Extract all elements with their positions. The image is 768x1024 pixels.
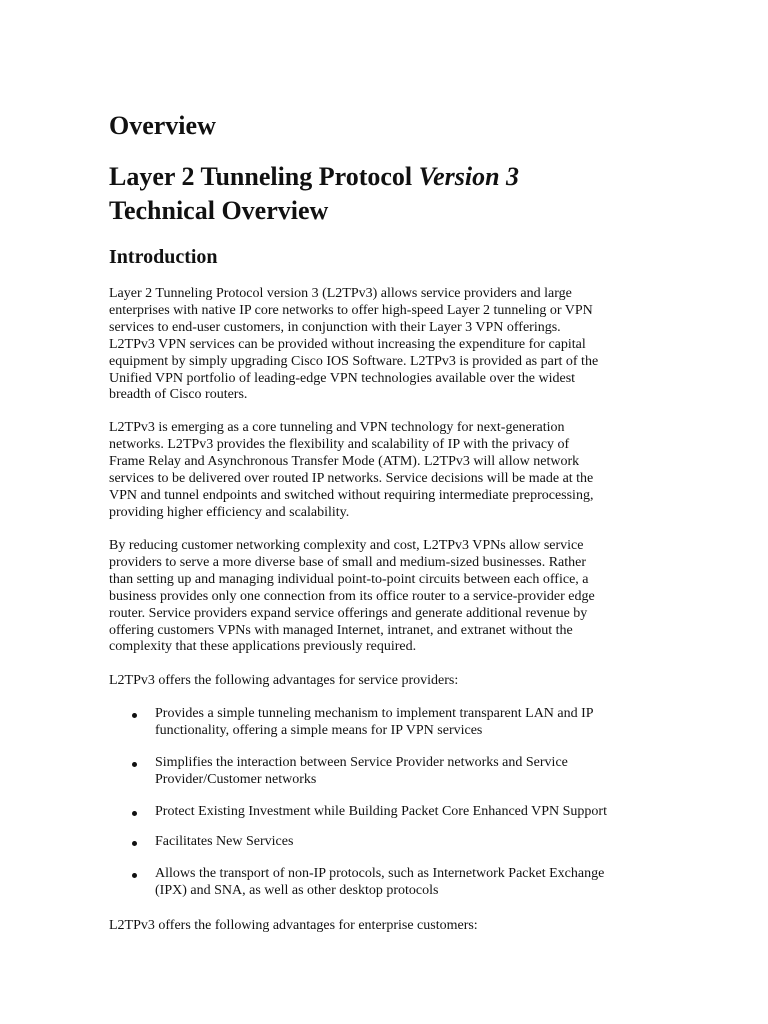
paragraph-line: Unified VPN portfolio of leading-edge VPN technologies available over the widest bbox=[109, 370, 576, 386]
paragraph-line: Frame Relay and Asynchronous Transfer Mode (ATM). L2TPv3 will allow network bbox=[109, 453, 580, 469]
paragraph-line: VPN and tunnel endpoints and switched without requiring intermediate preprocessing, bbox=[109, 487, 594, 503]
paragraph-line: enterprises with native IP core networks to offer high-speed Layer 2 tunneling or VPN bbox=[109, 302, 593, 318]
list-item-line: (IPX) and SNA, as well as other desktop protocols bbox=[155, 882, 439, 898]
paragraph-4 bbox=[109, 673, 659, 690]
paragraph-2 bbox=[109, 420, 659, 521]
overview-heading: Overview bbox=[109, 111, 216, 140]
section-heading-introduction: Introduction bbox=[109, 246, 218, 268]
paragraph-line: than setting up and managing individual point-to-point circuits between each office, a bbox=[109, 571, 589, 587]
paragraph-line: business provides only one connection from its office router to a service-provider edge bbox=[109, 588, 595, 604]
paragraph-line: providing higher efficiency and scalability. bbox=[109, 504, 350, 520]
list-item-line: Provider/Customer networks bbox=[155, 771, 317, 787]
list-item-text bbox=[155, 834, 675, 851]
bullet-dot-icon bbox=[132, 841, 137, 846]
list-item-text bbox=[155, 804, 675, 821]
title-line1-plain: Layer 2 Tunneling Protocol bbox=[109, 162, 419, 191]
paragraph-3 bbox=[109, 538, 659, 656]
list-item-text bbox=[155, 866, 675, 900]
list-item-line: Allows the transport of non-IP protocols, such as Internetwork Packet Exchange bbox=[155, 866, 605, 881]
list-item-line: Simplifies the interaction between Service Provider networks and Service bbox=[155, 755, 568, 770]
paragraph-enterprise-intro: L2TPv3 offers the following advantages for enterprise customers: bbox=[109, 918, 478, 933]
paragraph-line: providers to serve a more diverse base of small and medium-sized businesses. Rather bbox=[109, 554, 587, 570]
paragraph-line: complexity that these applications previously required. bbox=[109, 639, 417, 655]
document-title bbox=[109, 160, 519, 228]
paragraph-line: router. Service providers expand service offerings and generate additional revenue by bbox=[109, 605, 588, 621]
title-line1-italic: Version 3 bbox=[418, 162, 520, 191]
bullet-dot-icon bbox=[132, 811, 137, 816]
title-line2: Technical Overview bbox=[109, 196, 329, 225]
bullet-dot-icon bbox=[132, 762, 137, 767]
paragraph-line: L2TPv3 offers the following advantages for service providers: bbox=[109, 673, 459, 688]
paragraph-1 bbox=[109, 286, 659, 404]
paragraph-line: equipment by simply upgrading Cisco IOS Software. L2TPv3 is provided as part of the bbox=[109, 353, 599, 369]
list-item-text bbox=[155, 755, 675, 789]
list-item-line: Protect Existing Investment while Building Packet Core Enhanced VPN Support bbox=[155, 804, 607, 819]
list-item-text bbox=[155, 706, 675, 740]
list-item-line: Facilitates New Services bbox=[155, 834, 294, 849]
paragraph-line: Layer 2 Tunneling Protocol version 3 (L2TPv3) allows service providers and large bbox=[109, 286, 572, 301]
list-item-line: Provides a simple tunneling mechanism to implement transparent LAN and IP bbox=[155, 706, 594, 721]
paragraph-line: L2TPv3 VPN services can be provided without increasing the expenditure for capital bbox=[109, 336, 586, 352]
paragraph-line: breadth of Cisco routers. bbox=[109, 387, 248, 403]
list-item-line: functionality, offering a simple means for IP VPN services bbox=[155, 722, 483, 738]
paragraph-line: L2TPv3 is emerging as a core tunneling and VPN technology for next-generation bbox=[109, 420, 565, 435]
paragraph-line: offering customers VPNs with managed Internet, intranet, and extranet without the bbox=[109, 622, 573, 638]
paragraph-line: services to end-user customers, in conjunction with their Layer 3 VPN offerings. bbox=[109, 319, 561, 335]
paragraph-line: networks. L2TPv3 provides the flexibility and scalability of IP with the privacy of bbox=[109, 436, 570, 452]
bullet-dot-icon bbox=[132, 873, 137, 878]
paragraph-line: services to be delivered over routed IP networks. Service decisions will be made at the bbox=[109, 470, 594, 486]
bullet-dot-icon bbox=[132, 713, 137, 718]
paragraph-line: By reducing customer networking complexity and cost, L2TPv3 VPNs allow service bbox=[109, 538, 584, 553]
